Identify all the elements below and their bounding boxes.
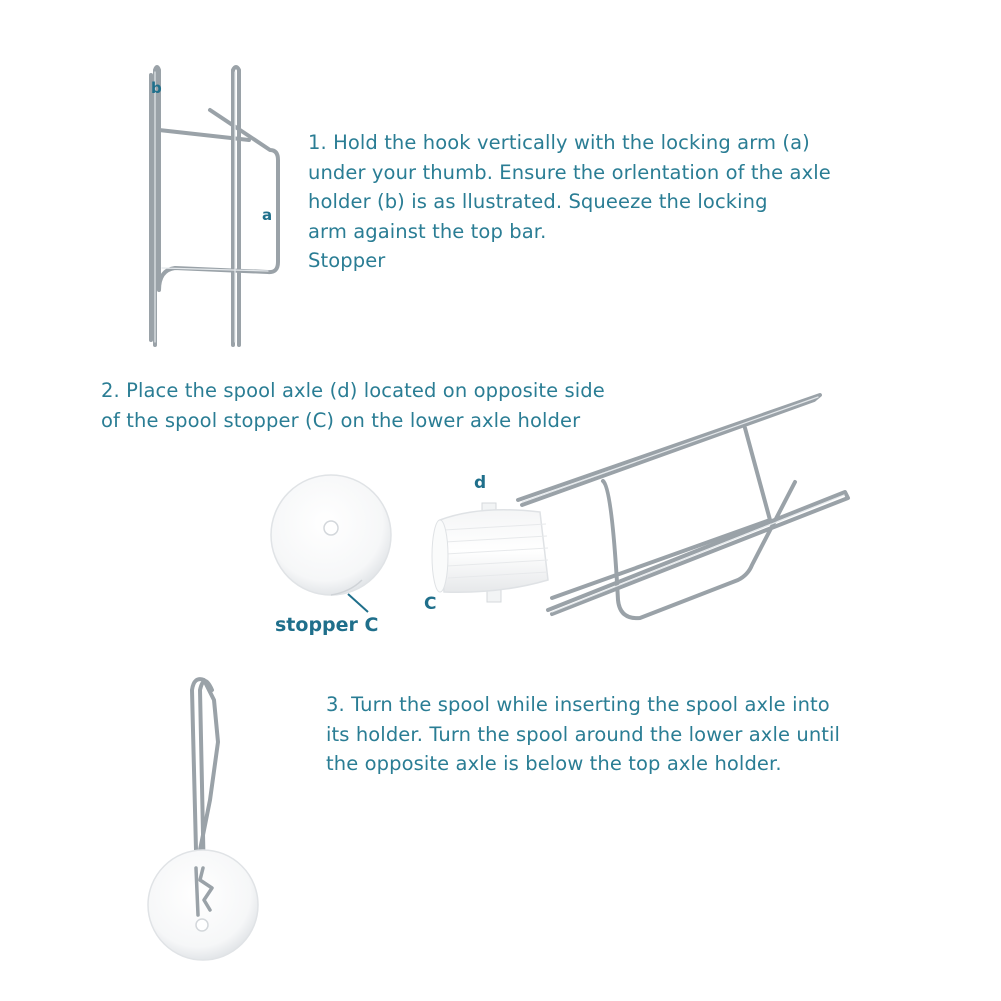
stopper-pointer-line (348, 594, 368, 612)
step-1-line: 1. Hold the hook vertically with the locking arm (a) (308, 131, 810, 154)
step-2-line: of the spool stopper (C) on the lower axle holder (101, 408, 581, 432)
hook-with-disc-icon (148, 679, 258, 960)
wire-hook-vertical-icon (151, 67, 278, 345)
step-1-line: holder (b) is as llustrated. Squeeze the locking (308, 190, 768, 213)
step-1-line: Stopper (308, 249, 386, 272)
callout-label-b: b (151, 79, 162, 97)
step-1-line: arm against the top bar. (308, 219, 547, 243)
step-2-instructions (101, 376, 605, 435)
step-3-instructions (326, 690, 840, 779)
callout-label-d: d (474, 473, 487, 493)
thread-spool-icon (432, 503, 548, 602)
step-3-line: its holder. Turn the spool around the lower axle until (326, 722, 841, 746)
callout-label-c: C (424, 594, 437, 614)
step-1-line: under your thumb. Ensure the orlentation of the axle (308, 160, 831, 184)
step-2-line: 2. Place the spool axle (d) located on opposite side (101, 379, 605, 402)
step-3-line: 3. Turn the spool while inserting the spool axle into (326, 693, 830, 716)
callout-label-a: a (262, 206, 273, 224)
spool-stopper-disc-icon (271, 475, 391, 595)
step-1-instructions (308, 128, 831, 276)
step-3-line: the opposite axle is below the top axle holder. (326, 752, 782, 775)
callout-label-stopper: stopper C (275, 614, 379, 636)
